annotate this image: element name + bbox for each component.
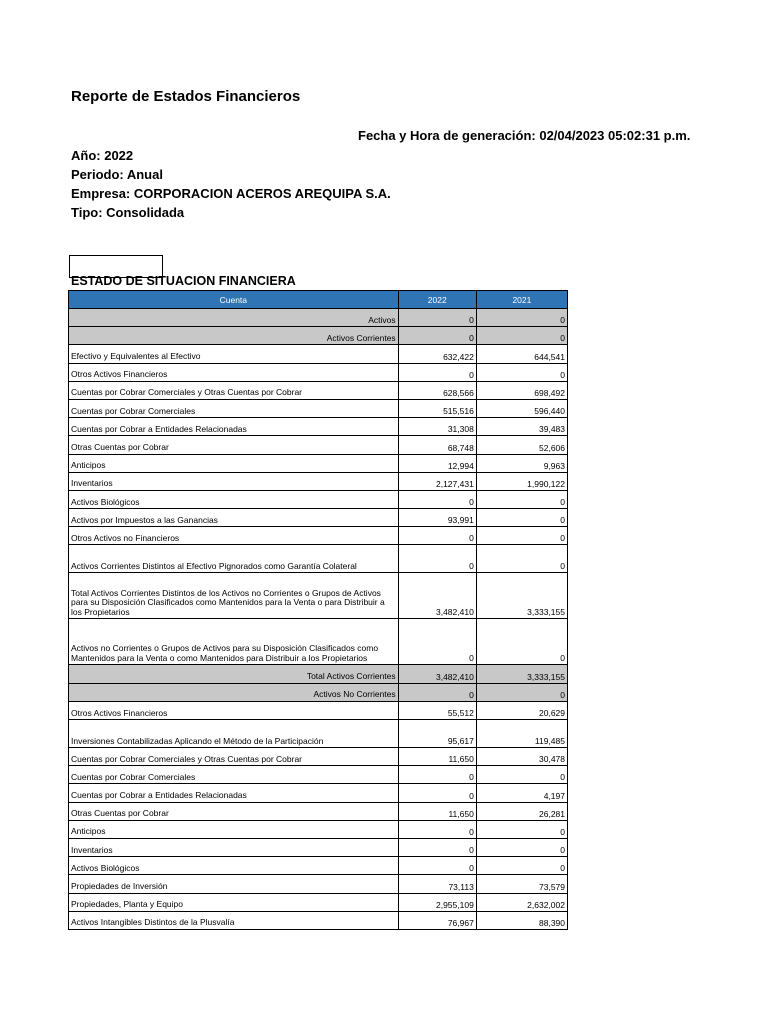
value-2021: 0 — [476, 327, 567, 345]
row-label: Inventarios — [69, 472, 399, 490]
table-row — [69, 893, 568, 911]
table-body — [69, 309, 568, 930]
row-label: Activos Corrientes Distintos al Efectivo Pignorados como Garantía Colateral — [69, 545, 399, 573]
table-row — [69, 309, 568, 327]
value-2022: 95,617 — [398, 720, 476, 748]
value-2022: 76,967 — [398, 911, 476, 929]
row-label: Otros Activos Financieros — [69, 701, 399, 719]
value-2021: 0 — [476, 619, 567, 665]
value-2022: 3,482,410 — [398, 665, 476, 683]
value-2021: 119,485 — [476, 720, 567, 748]
value-2021: 1,990,122 — [476, 472, 567, 490]
table-row — [69, 838, 568, 856]
table-row — [69, 802, 568, 820]
row-label: Inversiones Contabilizadas Aplicando el Método de la Participación — [69, 720, 399, 748]
table-row — [69, 545, 568, 573]
value-2021: 20,629 — [476, 701, 567, 719]
report-period: Periodo: Anual — [71, 167, 163, 182]
value-2022: 2,127,431 — [398, 472, 476, 490]
row-label: Propiedades de Inversión — [69, 875, 399, 893]
row-label: Activos por Impuestos a las Ganancias — [69, 509, 399, 527]
value-2022: 11,650 — [398, 748, 476, 766]
table-row — [69, 875, 568, 893]
table-row — [69, 490, 568, 508]
value-2022: 73,113 — [398, 875, 476, 893]
value-2021: 0 — [476, 527, 567, 545]
table-row — [69, 527, 568, 545]
table-row — [69, 509, 568, 527]
value-2022: 11,650 — [398, 802, 476, 820]
value-2021: 52,606 — [476, 436, 567, 454]
table-row — [69, 857, 568, 875]
row-label: Otros Activos Financieros — [69, 363, 399, 381]
table-header-row — [69, 291, 568, 309]
report-year: Año: 2022 — [71, 148, 134, 163]
financial-table — [68, 290, 568, 930]
value-2021: 596,440 — [476, 399, 567, 417]
value-2022: 2,955,109 — [398, 893, 476, 911]
row-label: Cuentas por Cobrar Comerciales y Otras Cuentas por Cobrar — [69, 748, 399, 766]
row-label: Otras Cuentas por Cobrar — [69, 802, 399, 820]
value-2021: 9,963 — [476, 454, 567, 472]
table-row — [69, 418, 568, 436]
report-meta — [71, 146, 391, 222]
value-2022: 3,482,410 — [398, 573, 476, 619]
col-header-account: Cuenta — [69, 291, 399, 309]
table-row — [69, 454, 568, 472]
value-2022: 0 — [398, 490, 476, 508]
value-2021: 0 — [476, 820, 567, 838]
table-row — [69, 381, 568, 399]
table-row — [69, 573, 568, 619]
value-2021: 73,579 — [476, 875, 567, 893]
row-label: Activos Biológicos — [69, 490, 399, 508]
value-2022: 632,422 — [398, 345, 476, 363]
row-label: Anticipos — [69, 820, 399, 838]
value-2022: 515,516 — [398, 399, 476, 417]
value-2021: 3,333,155 — [476, 573, 567, 619]
table-row — [69, 363, 568, 381]
table-row — [69, 619, 568, 665]
value-2021: 0 — [476, 838, 567, 856]
value-2021: 26,281 — [476, 802, 567, 820]
value-2021: 3,333,155 — [476, 665, 567, 683]
table-row — [69, 345, 568, 363]
row-label: Cuentas por Cobrar Comerciales y Otras Cuentas por Cobrar — [69, 381, 399, 399]
value-2021: 88,390 — [476, 911, 567, 929]
table-row — [69, 472, 568, 490]
value-2022: 93,991 — [398, 509, 476, 527]
row-label: Cuentas por Cobrar a Entidades Relacionadas — [69, 784, 399, 802]
value-2021: 644,541 — [476, 345, 567, 363]
table-row — [69, 911, 568, 929]
row-label: Inventarios — [69, 838, 399, 856]
col-header-2022: 2022 — [398, 291, 476, 309]
row-label: Activos Biológicos — [69, 857, 399, 875]
row-label: Cuentas por Cobrar Comerciales — [69, 766, 399, 784]
value-2021: 0 — [476, 509, 567, 527]
value-2021: 698,492 — [476, 381, 567, 399]
table-row — [69, 748, 568, 766]
table-row — [69, 683, 568, 701]
value-2022: 0 — [398, 857, 476, 875]
row-label: Propiedades, Planta y Equipo — [69, 893, 399, 911]
table-row — [69, 436, 568, 454]
row-label: Activos No Corrientes — [69, 683, 399, 701]
generation-datetime: Fecha y Hora de generación: 02/04/2023 05:02:31 p.m. — [358, 128, 691, 143]
value-2022: 31,308 — [398, 418, 476, 436]
table-row — [69, 784, 568, 802]
value-2022: 0 — [398, 527, 476, 545]
row-label: Activos — [69, 309, 399, 327]
row-label: Otros Activos no Financieros — [69, 527, 399, 545]
value-2022: 0 — [398, 683, 476, 701]
value-2022: 0 — [398, 820, 476, 838]
col-header-2021: 2021 — [476, 291, 567, 309]
row-label: Total Activos Corrientes Distintos de los Activos no Corrientes o Grupos de Activos para su Disposición Clasificados como Mantenidos para la Venta o para Distribuir a los Propietarios — [69, 573, 399, 619]
row-label: Cuentas por Cobrar a Entidades Relacionadas — [69, 418, 399, 436]
row-label: Anticipos — [69, 454, 399, 472]
value-2022: 0 — [398, 545, 476, 573]
row-label: Cuentas por Cobrar Comerciales — [69, 399, 399, 417]
value-2022: 68,748 — [398, 436, 476, 454]
value-2021: 4,197 — [476, 784, 567, 802]
value-2022: 0 — [398, 327, 476, 345]
table-row — [69, 766, 568, 784]
value-2022: 0 — [398, 309, 476, 327]
value-2022: 628,566 — [398, 381, 476, 399]
value-2022: 0 — [398, 784, 476, 802]
value-2022: 0 — [398, 838, 476, 856]
table-row — [69, 701, 568, 719]
report-title: Reporte de Estados Financieros — [71, 88, 301, 105]
value-2021: 0 — [476, 766, 567, 784]
table-row — [69, 327, 568, 345]
section-title: ESTADO DE SITUACION FINANCIERA — [71, 274, 296, 288]
row-label: Activos Corrientes — [69, 327, 399, 345]
report-company: Empresa: CORPORACION ACEROS AREQUIPA S.A. — [71, 186, 391, 201]
table-row — [69, 820, 568, 838]
value-2021: 0 — [476, 309, 567, 327]
row-label: Efectivo y Equivalentes al Efectivo — [69, 345, 399, 363]
table-row — [69, 720, 568, 748]
value-2022: 0 — [398, 766, 476, 784]
value-2021: 0 — [476, 545, 567, 573]
row-label: Total Activos Corrientes — [69, 665, 399, 683]
value-2021: 30,478 — [476, 748, 567, 766]
table-row — [69, 665, 568, 683]
value-2021: 0 — [476, 857, 567, 875]
value-2022: 12,994 — [398, 454, 476, 472]
value-2021: 0 — [476, 683, 567, 701]
row-label: Activos Intangibles Distintos de la Plusvalía — [69, 911, 399, 929]
row-label: Otras Cuentas por Cobrar — [69, 436, 399, 454]
value-2021: 0 — [476, 490, 567, 508]
value-2022: 55,512 — [398, 701, 476, 719]
table-row — [69, 399, 568, 417]
row-label: Activos no Corrientes o Grupos de Activos para su Disposición Clasificados como Mantenidos para la Venta o como Mantenidos para Distribuir a los Propietarios — [69, 619, 399, 665]
value-2021: 39,483 — [476, 418, 567, 436]
value-2021: 0 — [476, 363, 567, 381]
value-2022: 0 — [398, 363, 476, 381]
value-2022: 0 — [398, 619, 476, 665]
report-type: Tipo: Consolidada — [71, 205, 185, 220]
value-2021: 2,632,002 — [476, 893, 567, 911]
